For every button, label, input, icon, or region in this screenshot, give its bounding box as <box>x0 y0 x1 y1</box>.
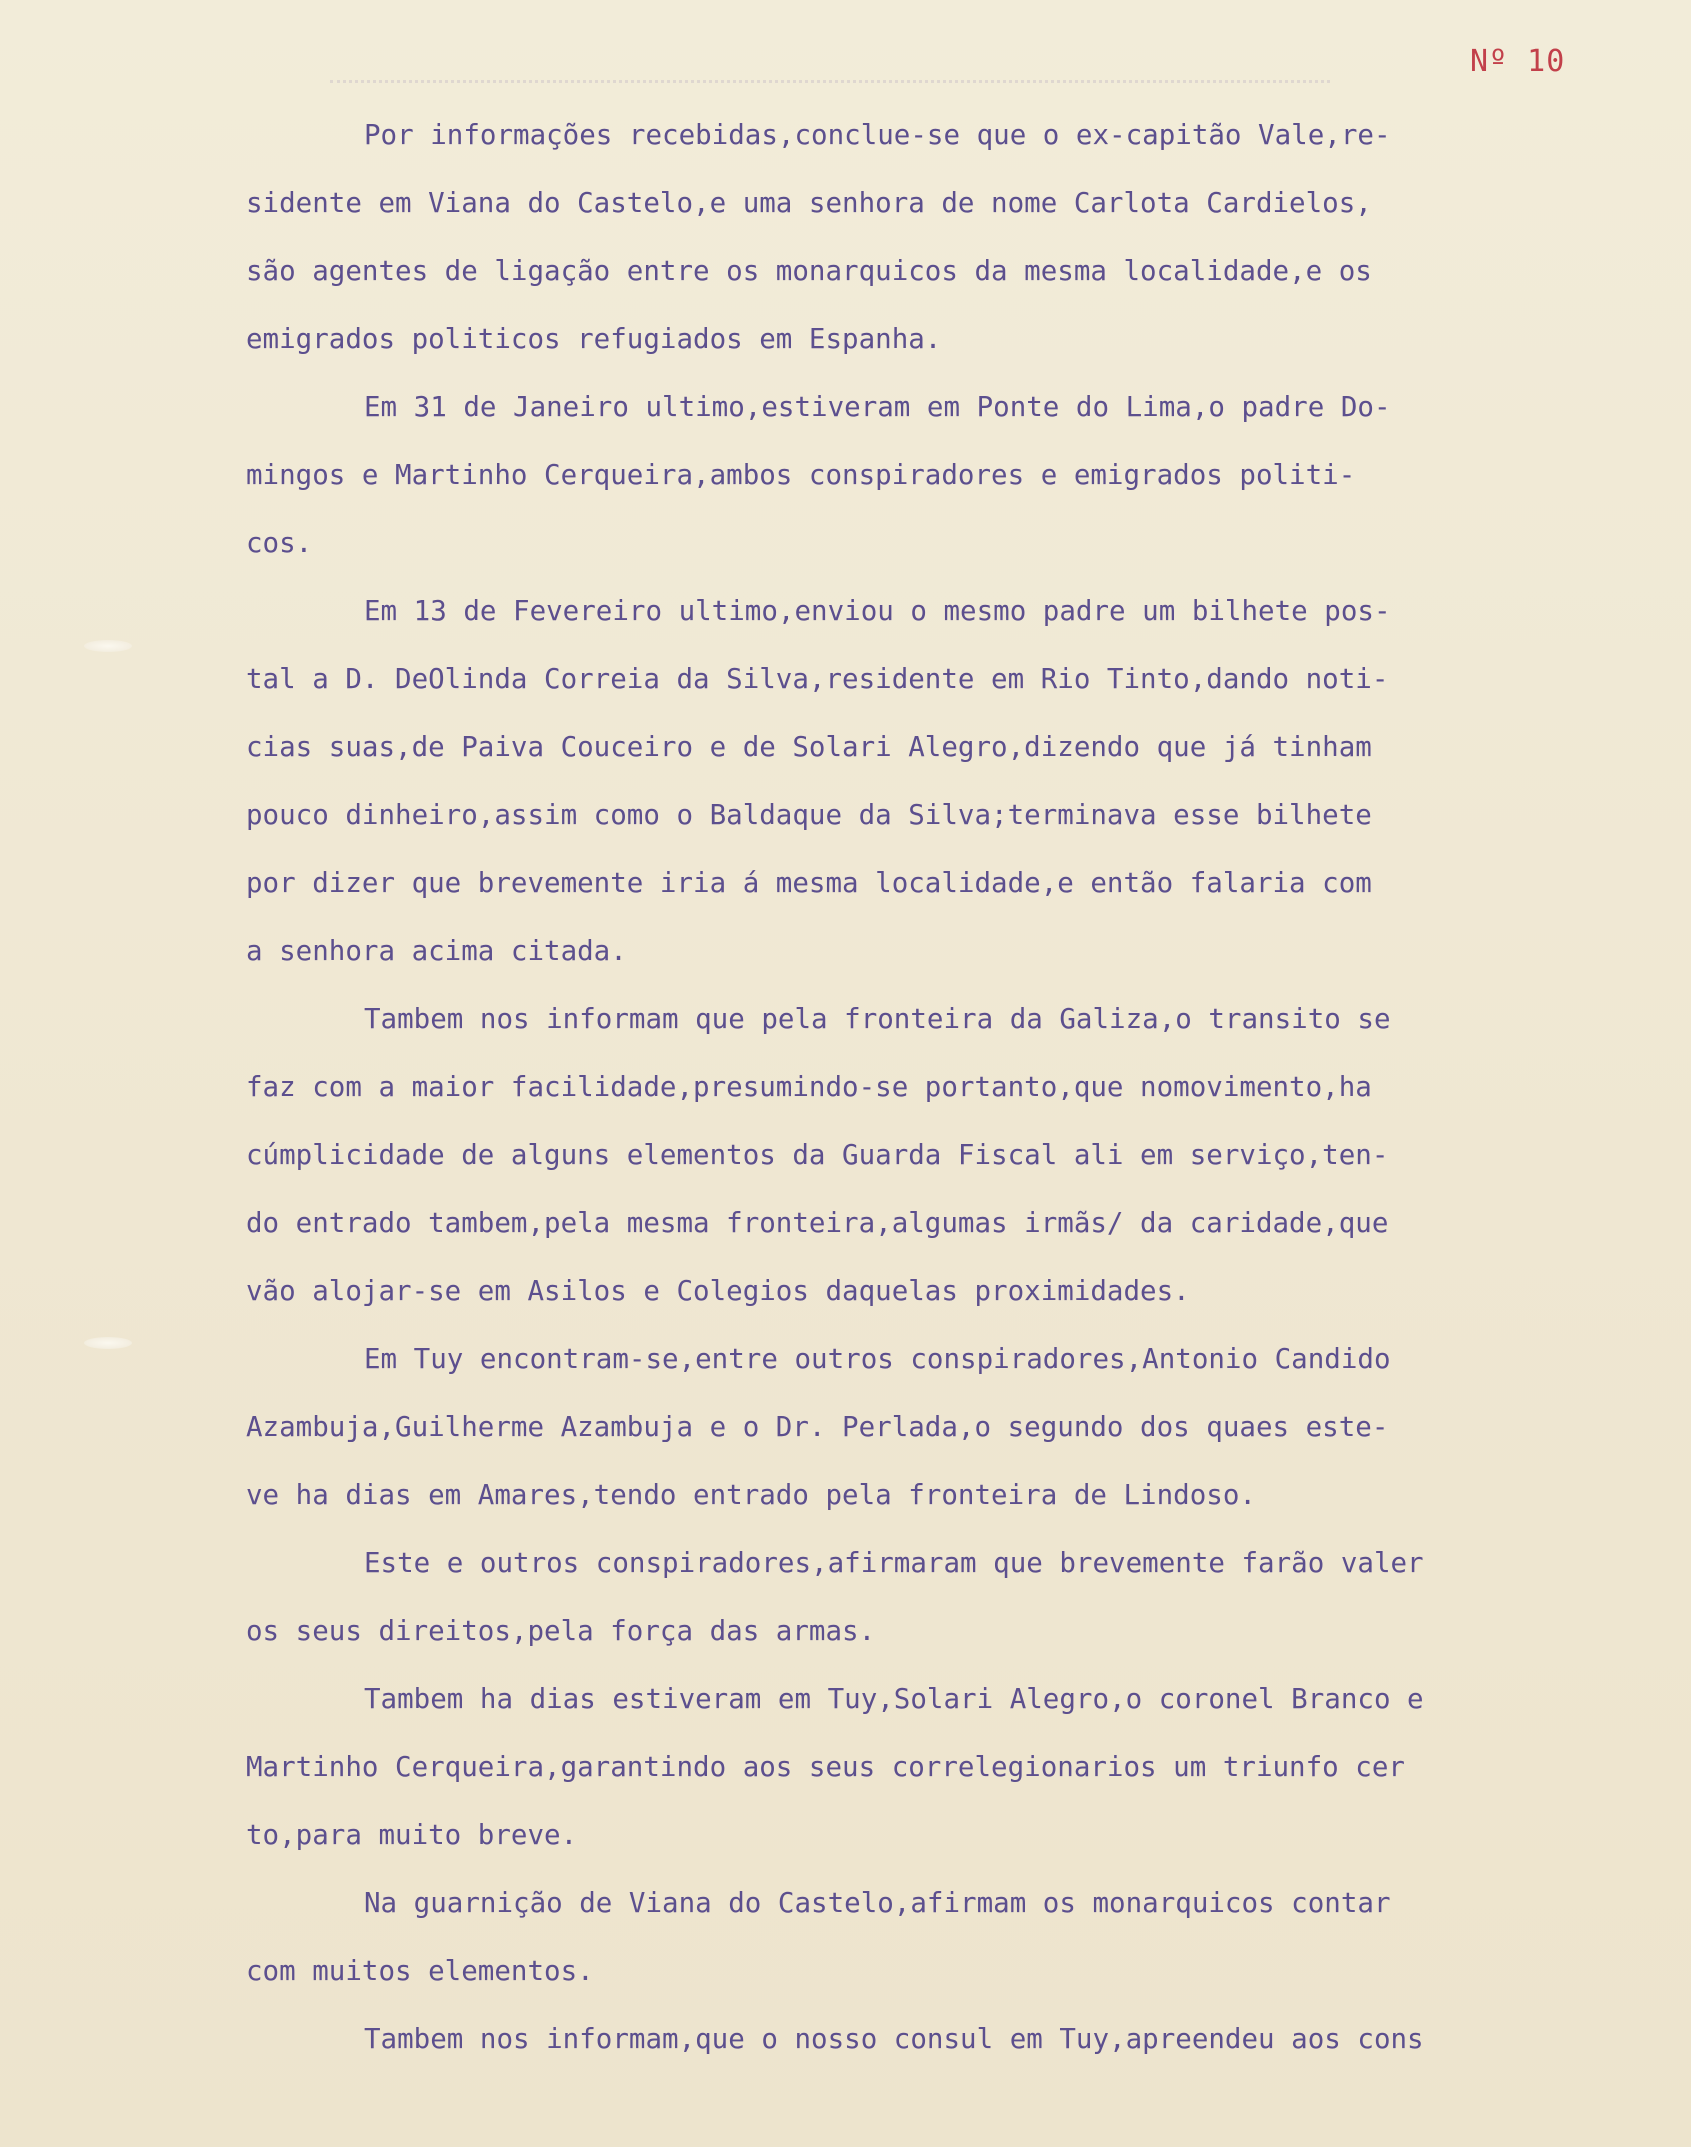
text-line: cúmplicidade de alguns elementos da Guarda Fiscal ali em serviço,ten- <box>246 1139 1389 1171</box>
text-line: tal a D. DeOlinda Correia da Silva,residente em Rio Tinto,dando noti- <box>246 663 1389 695</box>
page-number: Nº 10 <box>1470 44 1566 79</box>
text-line: cos. <box>246 527 313 559</box>
text-line: a senhora acima citada. <box>246 935 627 967</box>
text-line: Em 13 de Fevereiro ultimo,enviou o mesmo padre um bilhete pos- <box>364 595 1391 627</box>
typed-body-text <box>246 112 1666 2084</box>
punch-hole-mark <box>84 640 132 652</box>
text-line: Em Tuy encontram-se,entre outros conspiradores,Antonio Candido <box>364 1343 1391 1375</box>
punch-hole-mark <box>84 1337 132 1349</box>
text-line: Azambuja,Guilherme Azambuja e o Dr. Perlada,o segundo dos quaes este- <box>246 1411 1389 1443</box>
text-line: Por informações recebidas,conclue-se que o ex-capitão Vale,re- <box>364 119 1391 151</box>
text-line: com muitos elementos. <box>246 1955 594 1987</box>
text-line: Tambem ha dias estiveram em Tuy,Solari Alegro,o coronel Branco e <box>364 1683 1424 1715</box>
text-line: são agentes de ligação entre os monarquicos da mesma localidade,e os <box>246 255 1372 287</box>
text-line: mingos e Martinho Cerqueira,ambos conspiradores e emigrados politi- <box>246 459 1356 491</box>
text-line: Em 31 de Janeiro ultimo,estiveram em Ponte do Lima,o padre Do- <box>364 391 1391 423</box>
text-line: faz com a maior facilidade,presumindo-se portanto,que nomovimento,ha <box>246 1071 1372 1103</box>
text-line: Este e outros conspiradores,afirmaram que brevemente farão valer <box>364 1547 1424 1579</box>
text-line: to,para muito breve. <box>246 1819 578 1851</box>
text-line: do entrado tambem,pela mesma fronteira,algumas irmãs/ da caridade,que <box>246 1207 1389 1239</box>
text-line: cias suas,de Paiva Couceiro e de Solari Alegro,dizendo que já tinham <box>246 731 1372 763</box>
text-line: pouco dinheiro,assim como o Baldaque da Silva;terminava esse bilhete <box>246 799 1372 831</box>
text-line: vão alojar-se em Asilos e Colegios daquelas proximidades. <box>246 1275 1190 1307</box>
text-line: emigrados politicos refugiados em Espanha. <box>246 323 942 355</box>
text-line: Na guarnição de Viana do Castelo,afirmam os monarquicos contar <box>364 1887 1391 1919</box>
text-line: Martinho Cerqueira,garantindo aos seus correlegionarios um triunfo cer <box>246 1751 1405 1783</box>
text-line: Tambem nos informam,que o nosso consul em Tuy,apreendeu aos cons <box>364 2023 1424 2055</box>
text-line: sidente em Viana do Castelo,e uma senhora de nome Carlota Cardielos, <box>246 187 1372 219</box>
text-line: por dizer que brevemente iria á mesma localidade,e então falaria com <box>246 867 1372 899</box>
text-line: os seus direitos,pela força das armas. <box>246 1615 876 1647</box>
text-line: Tambem nos informam que pela fronteira da Galiza,o transito se <box>364 1003 1391 1035</box>
text-line: ve ha dias em Amares,tendo entrado pela fronteira de Lindoso. <box>246 1479 1256 1511</box>
faded-show-through-text <box>330 60 1330 83</box>
